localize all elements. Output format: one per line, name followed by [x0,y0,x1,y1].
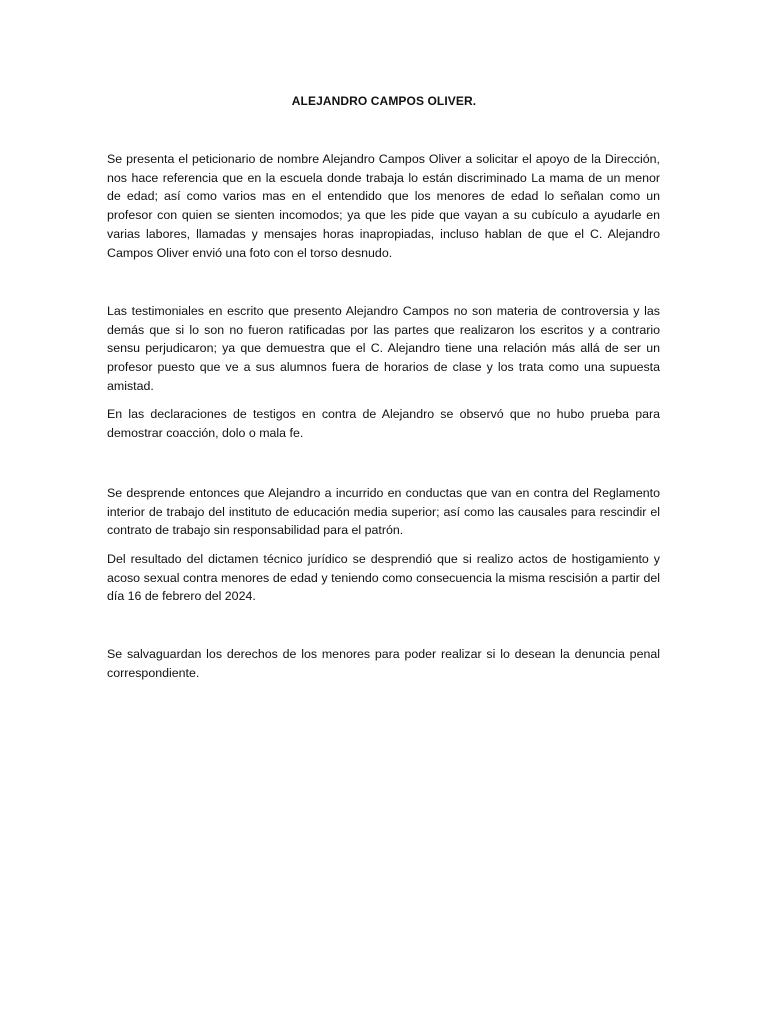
paragraph-petition: Se presenta el peticionario de nombre Alejandro Campos Oliver a solicitar el apoyo de la Dirección, nos hace referencia que en la escuela donde trabaja lo están discriminado La mama de un menor de edad; así como varios mas en el entendido que los menores de edad lo señalan como un profesor con quien se sienten incomodos; ya que les pide que vayan a su cubículo a ayudarle en varias labores, llamadas y mensajes horas inapropiadas, incluso hablan de que el C. Alejandro Campos Oliver envió una foto con el torso desnudo. [107,152,660,260]
paragraph-testimonials: Las testimoniales en escrito que presento Alejandro Campos no son materia de controversia y las demás que si lo son no fueron ratificadas por las partes que realizaron los escritos y a contrario sensu perjudicaron; ya que demuestra que el C. Alejandro tiene una relación más allá de ser un profesor puesto que ve a sus alumnos fuera de horarios de clase y los trata como una supuesta amistad. [107,304,660,393]
paragraph-witness-statements: En las declaraciones de testigos en contra de Alejandro se observó que no hubo prueba para demostrar coacción, dolo o mala fe. [107,407,660,440]
document-title: ALEJANDRO CAMPOS OLIVER. [291,94,477,108]
paragraph-rights-safeguard: Se salvaguardan los derechos de los menores para poder realizar si lo desean la denuncia penal correspondiente. [107,647,660,680]
paragraph-conduct: Se desprende entonces que Alejandro a incurrido en conductas que van en contra del Reglamento interior de trabajo del instituto de educación media superior; así como las causales para rescindir el contrato de trabajo sin responsabilidad para el patrón. [107,486,660,538]
paragraph-technical-opinion: Del resultado del dictamen técnico jurídico se desprendió que si realizo actos de hostigamiento y acoso sexual contra menores de edad y teniendo como consecuencia la misma rescisión a partir del día 16 de febrero del 2024. [107,552,660,604]
